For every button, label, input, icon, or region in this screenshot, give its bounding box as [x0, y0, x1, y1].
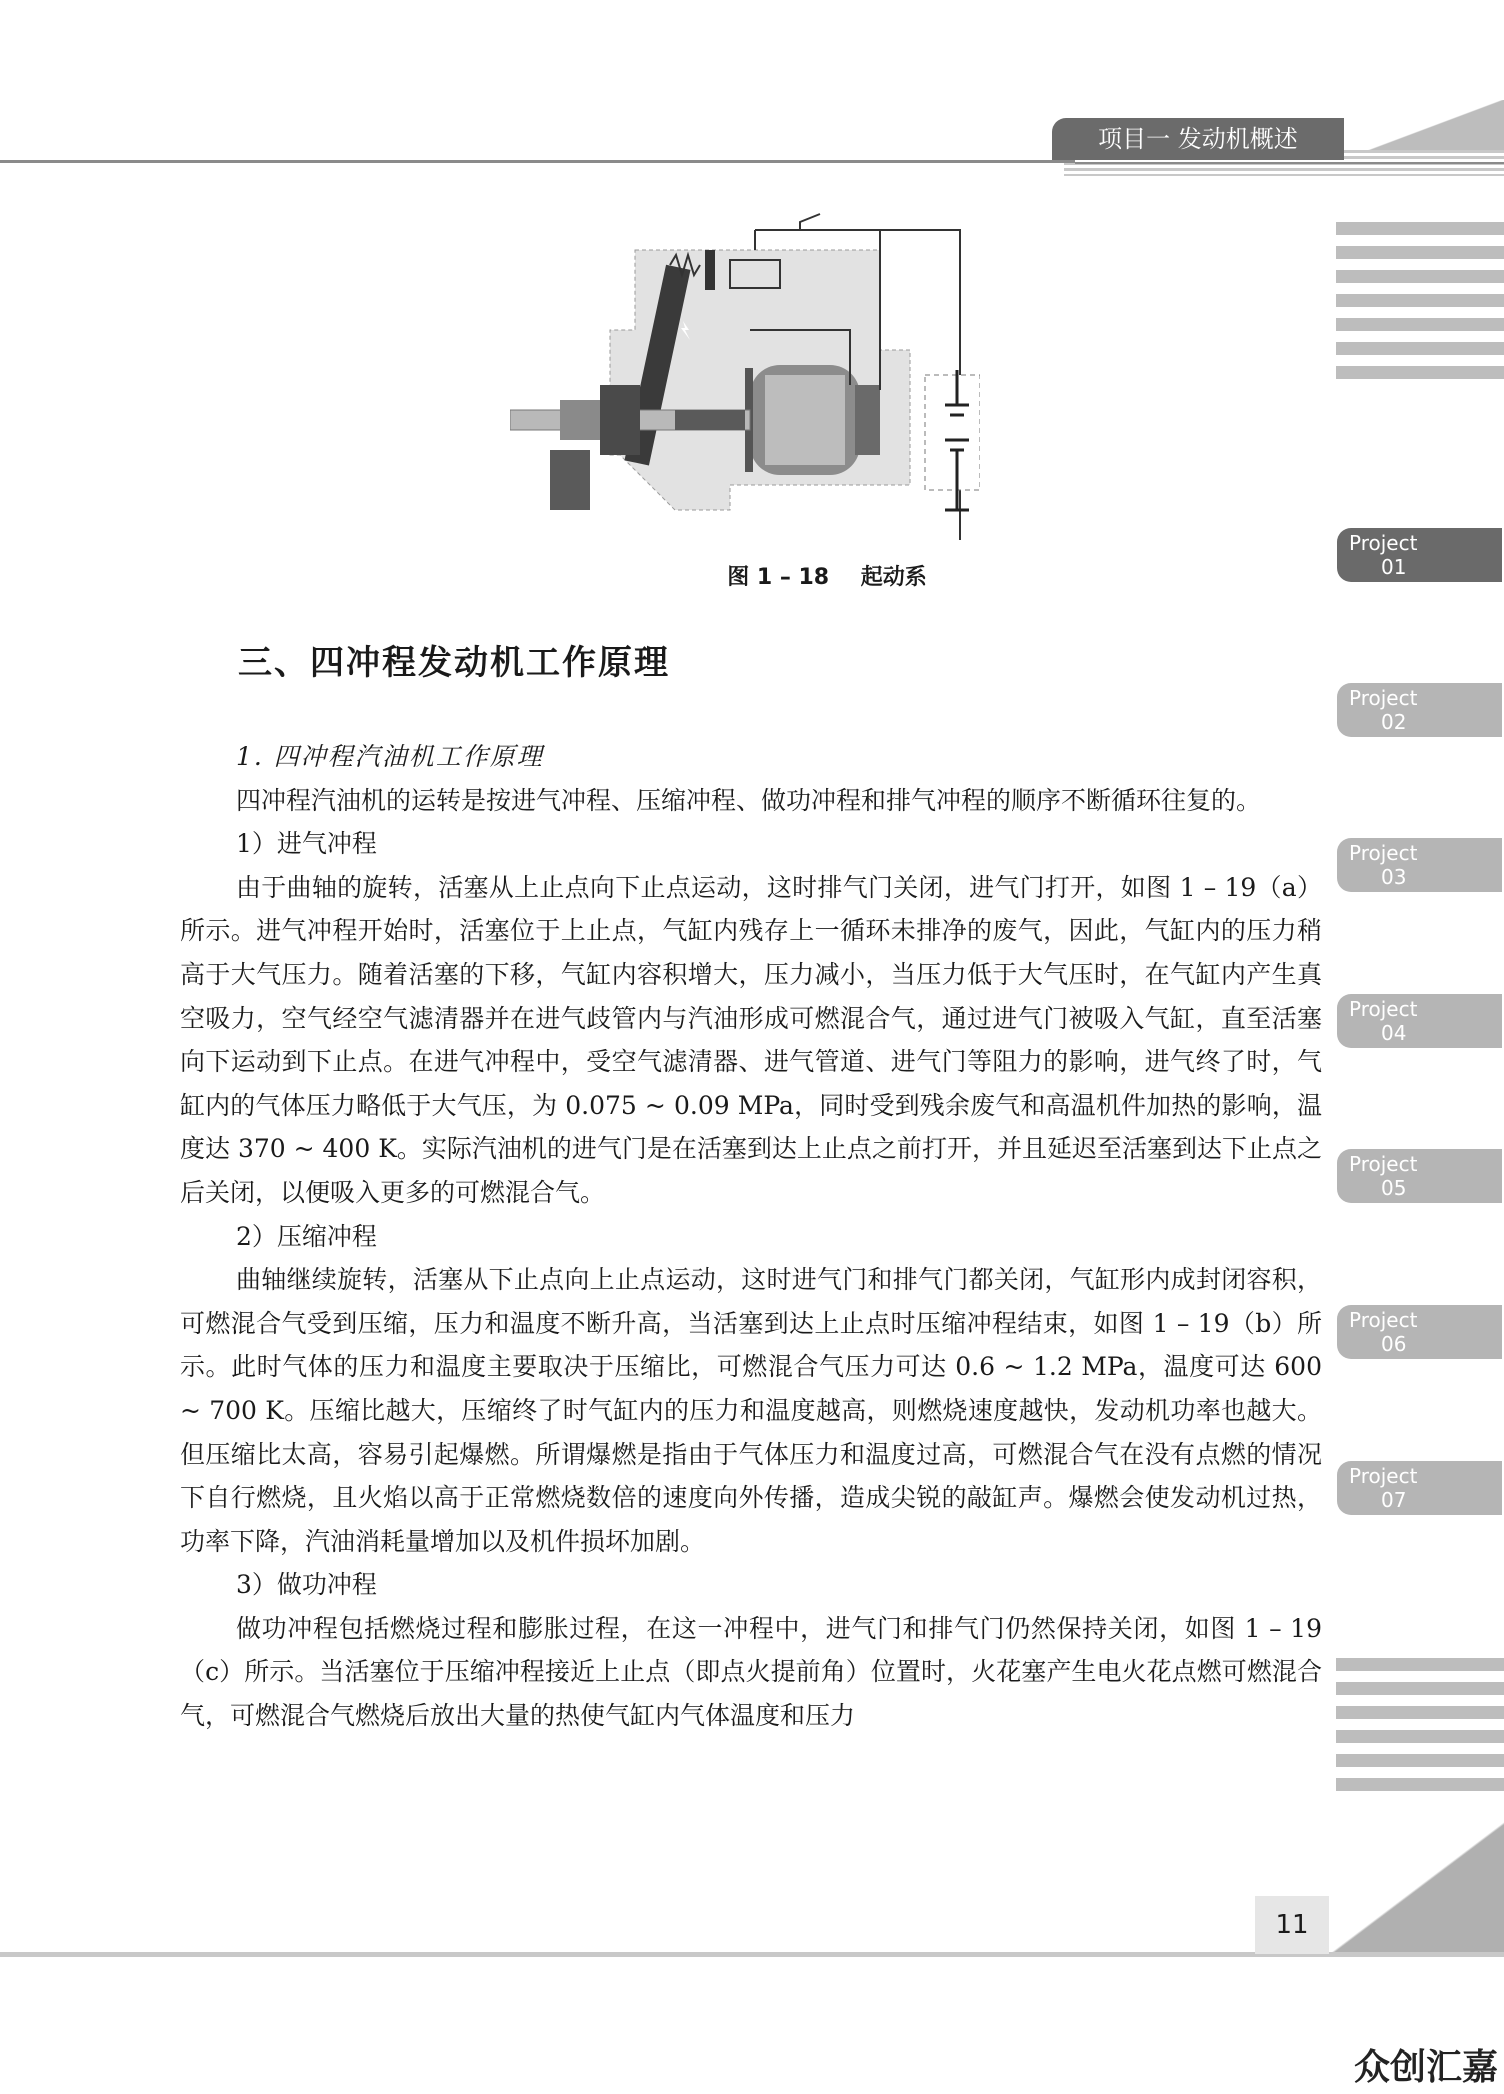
stroke-heading-compression: 2）压缩冲程 — [236, 1221, 377, 1251]
stroke-heading-intake: 1）进气冲程 — [236, 829, 377, 859]
project-tab-04[interactable] — [1337, 994, 1502, 1048]
starter-system-figure — [510, 210, 980, 540]
sidebar-stripes-bottom — [1336, 1658, 1504, 1802]
project-tab-03[interactable] — [1337, 838, 1502, 892]
project-tab-label: Project — [1349, 686, 1418, 710]
chapter-header: 项目一 发动机概述 — [1052, 118, 1344, 160]
project-tab-06[interactable] — [1337, 1305, 1502, 1359]
figure-title: 起动系 — [860, 565, 927, 590]
project-tab-label: Project — [1349, 1308, 1418, 1332]
figure-number: 图 1 – 18 — [727, 565, 830, 590]
project-tab-number: 02 — [1381, 710, 1407, 734]
project-tab-number: 07 — [1381, 1488, 1407, 1512]
paragraph-intake: 由于曲轴的旋转，活塞从上止点向下止点运动，这时排气门关闭，进气门打开，如图 1 – 19（a）所示。进气冲程开始时，活塞位于上止点，气缸内残存上一循环未排净的废气，因此，气缸内的压力稍高于大气压力。随着活塞的下移，气缸内容积增大，压力减小，当压力低于大气压时，在气缸内产生真空吸力，空气经空气滤清器并在进气歧管内与汽油形成可燃混合气，通过进气门被吸入气缸，直至活塞向下运动到下止点。在进气冲程中，受空气滤清器、进气管道、进气门等阻力的影响，进气终了时，气缸内的气体压力略低于大气压，为 0.075 ~ 0.09 MPa，同时受到残余废气和高温机件加热的影响，温度达 370 ~ 400 K。实际汽油机的进气门是在活塞到达上止点之前打开，并且延迟至活塞到达下止点之后关闭，以便吸入更多的可燃混合气。 — [180, 872, 1322, 1207]
paragraph-compression: 曲轴继续旋转，活塞从下止点向上止点运动，这时进气门和排气门都关闭，气缸形内成封闭容积，可燃混合气受到压缩，压力和温度不断升高，当活塞到达上止点时压缩冲程结束，如图 1 – 19（b）所示。此时气体的压力和温度主要取决于压缩比，可燃混合气压力可达 0.6 ~ 1.2 MPa，温度可达 600 ~ 700 K。压缩比越大，压缩终了时气缸内的压力和温度越高，则燃烧速度越快，发动机功率也越大。但压缩比太高，容易引起爆燃。所谓爆燃是指由于气体压力和温度过高，可燃混合气在没有点燃的情况下自行燃烧，且火焰以高于正常燃烧数倍的速度向外传播，造成尖锐的敲缸声。爆燃会使发动机过热，功率下降，汽油消耗量增加以及机件损坏加剧。 — [180, 1265, 1322, 1556]
project-tab-label: Project — [1349, 531, 1418, 555]
project-tab-number: 06 — [1381, 1332, 1407, 1356]
project-tab-label: Project — [1349, 1152, 1418, 1176]
project-tab-07[interactable] — [1337, 1461, 1502, 1515]
project-tab-02[interactable] — [1337, 683, 1502, 737]
header-rule-right — [1075, 162, 1504, 164]
sidebar-stripes-top — [1336, 222, 1504, 390]
project-tab-label: Project — [1349, 997, 1418, 1021]
page-number: 11 — [1255, 1896, 1329, 1954]
project-tab-05[interactable] — [1337, 1149, 1502, 1203]
header-rule — [0, 160, 1075, 163]
body-text — [180, 735, 1322, 1738]
project-tab-number: 03 — [1381, 865, 1407, 889]
watermark: 众创汇嘉 — [1353, 2047, 1498, 2088]
project-tab-number: 04 — [1381, 1021, 1407, 1045]
project-tab-number: 05 — [1381, 1176, 1407, 1200]
project-tab-number: 01 — [1381, 555, 1407, 579]
subsection-heading: 1. 四冲程汽油机工作原理 — [236, 742, 544, 771]
figure-caption — [0, 560, 1504, 591]
section-heading: 三、四冲程发动机工作原理 — [238, 643, 670, 683]
paragraph-power: 做功冲程包括燃烧过程和膨胀过程，在这一冲程中，进气门和排气门仍然保持关闭，如图 1 – 19（c）所示。当活塞位于压缩冲程接近上止点（即点火提前角）位置时，火花塞产生电火花点燃可燃混合气，可燃混合气燃烧后放出大量的热使气缸内气体温度和压力 — [180, 1613, 1322, 1731]
project-tab-label: Project — [1349, 841, 1418, 865]
project-tab-label: Project — [1349, 1464, 1418, 1488]
stroke-heading-power: 3）做功冲程 — [236, 1570, 377, 1600]
paragraph-intro: 四冲程汽油机的运转是按进气冲程、压缩冲程、做功冲程和排气冲程的顺序不断循环往复的。 — [236, 785, 1262, 815]
footer-decoration — [1329, 1822, 1504, 1954]
